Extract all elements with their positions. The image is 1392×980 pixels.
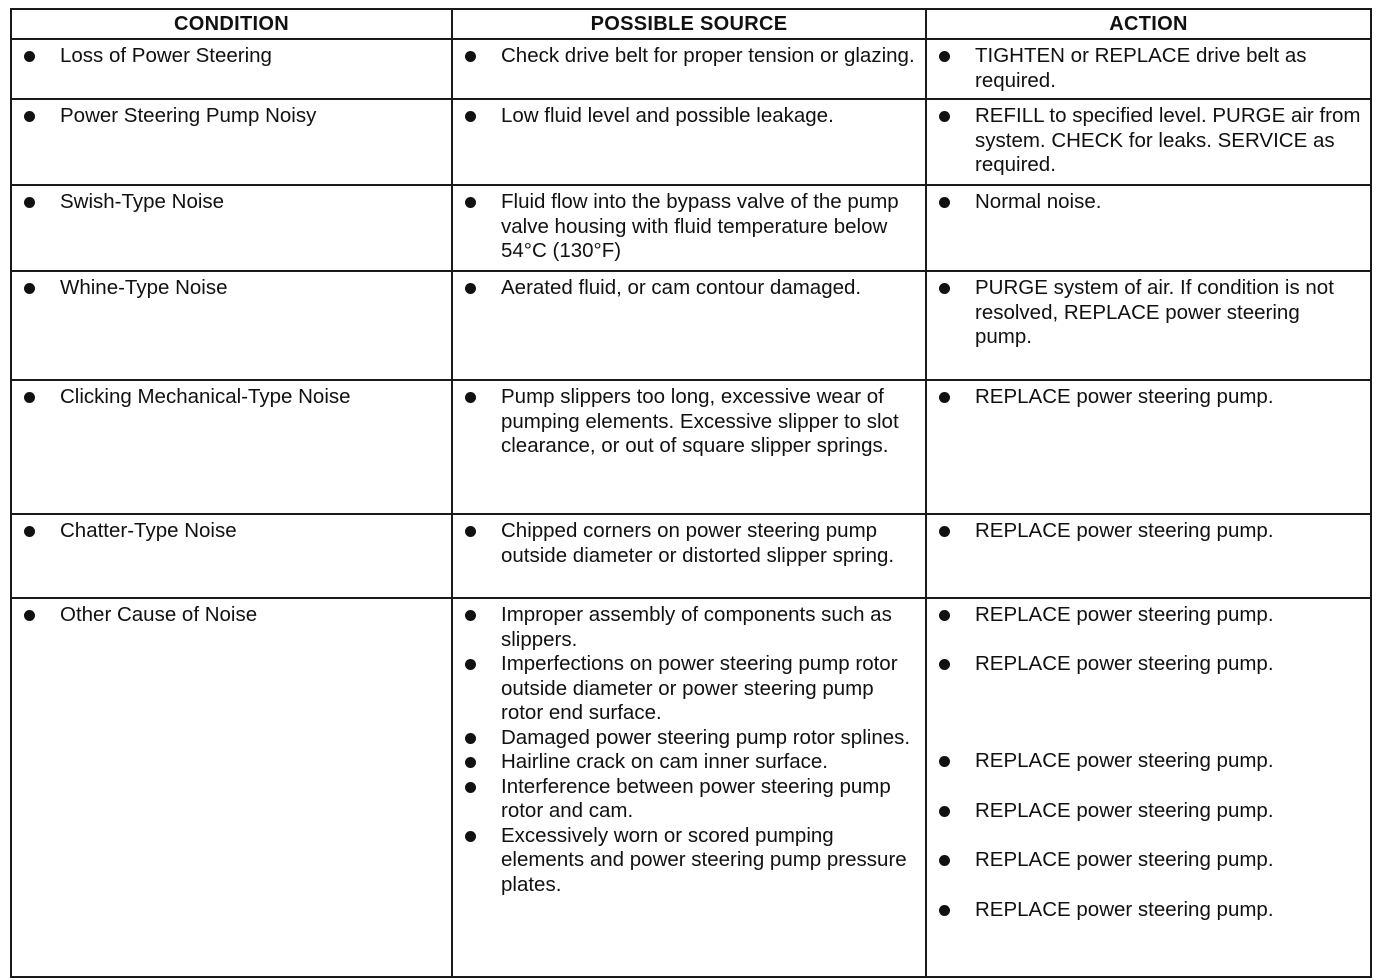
condition-text: Clicking Mechanical-Type Noise (60, 385, 351, 408)
action-text: REPLACE power steering pump. (975, 749, 1274, 772)
bullet-icon (465, 51, 476, 62)
list-item (22, 385, 443, 410)
action-cell (926, 39, 1371, 99)
action-text: REPLACE power steering pump. (975, 651, 1274, 675)
list-item (937, 749, 1362, 774)
source-text: Low fluid level and possible leakage. (501, 104, 834, 127)
header-condition: CONDITION (11, 9, 452, 39)
list-item (937, 190, 1362, 215)
bullet-icon (24, 111, 35, 122)
condition-cell (11, 39, 452, 99)
table-row (11, 514, 1371, 598)
condition-text: Power Steering Pump Noisy (60, 104, 317, 127)
source-text: Hairline crack on cam inner surface. (501, 750, 828, 773)
bullet-icon (24, 526, 35, 537)
list-item (937, 385, 1362, 410)
list-item (937, 519, 1362, 544)
list-item (463, 726, 917, 751)
bullet-icon (24, 392, 35, 403)
action-text: REFILL to specified level. PURGE air from system. CHECK for leaks. SERVICE as required. (975, 104, 1361, 176)
list-item (937, 799, 1362, 824)
action-text: Normal noise. (975, 190, 1102, 213)
condition-text: Whine-Type Noise (60, 276, 228, 299)
list-item (937, 44, 1362, 93)
list-item (463, 190, 917, 264)
condition-text: Other Cause of Noise (60, 603, 258, 626)
table-row (11, 380, 1371, 514)
diagnosis-table (10, 8, 1372, 978)
action-text: REPLACE power steering pump. (975, 519, 1274, 542)
condition-text: Loss of Power Steering (60, 44, 272, 67)
table-row (11, 271, 1371, 380)
source-text: Check drive belt for proper tension or glazing. (501, 44, 915, 67)
source-text: Damaged power steering pump rotor splines. (501, 725, 911, 749)
source-cell (452, 380, 926, 514)
action-cell (926, 185, 1371, 271)
bullet-icon (465, 757, 476, 768)
list-item (22, 190, 443, 215)
bullet-icon (939, 526, 950, 537)
source-text: Pump slippers too long, excessive wear of pumping elements. Excessive slipper to slot clearance, or out of square slipper springs. (501, 385, 899, 457)
bullet-icon (939, 283, 950, 294)
list-item (463, 652, 917, 726)
list-item (463, 775, 917, 824)
list-item (937, 848, 1362, 873)
action-cell (926, 271, 1371, 380)
table-row (11, 185, 1371, 271)
bullet-icon (939, 392, 950, 403)
list-item (22, 276, 443, 301)
condition-cell (11, 99, 452, 185)
list-item (937, 104, 1362, 178)
bullet-icon (939, 756, 950, 767)
bullet-icon (465, 659, 476, 670)
list-item (937, 603, 1362, 628)
bullet-icon (465, 197, 476, 208)
action-cell (926, 598, 1371, 977)
condition-cell (11, 380, 452, 514)
list-item (463, 603, 917, 652)
list-item (937, 276, 1362, 350)
source-cell (452, 39, 926, 99)
header-action: ACTION (926, 9, 1371, 39)
source-cell (452, 514, 926, 598)
list-item (463, 276, 917, 301)
bullet-icon (939, 806, 950, 817)
table-row (11, 99, 1371, 185)
list-item (22, 603, 443, 628)
list-item (463, 750, 917, 775)
source-text: Improper assembly of components such as slippers. (501, 603, 892, 651)
source-text: Imperfections on power steering pump rotor outside diameter or power steering pump rotor end surface. (501, 652, 898, 724)
action-text: REPLACE power steering pump. (975, 897, 1274, 921)
header-possible-source: POSSIBLE SOURCE (452, 9, 926, 39)
action-text: REPLACE power steering pump. (975, 798, 1274, 822)
bullet-icon (939, 905, 950, 916)
source-cell (452, 185, 926, 271)
bullet-icon (939, 610, 950, 621)
list-item (463, 824, 917, 898)
list-item (22, 519, 443, 544)
list-item (463, 44, 917, 69)
bullet-icon (465, 111, 476, 122)
source-text: Chipped corners on power steering pump outside diameter or distorted slipper spring. (501, 519, 895, 567)
action-text: PURGE system of air. If condition is not resolved, REPLACE power steering pump. (975, 276, 1334, 348)
list-item (463, 385, 917, 459)
condition-text: Chatter-Type Noise (60, 519, 237, 542)
condition-cell (11, 185, 452, 271)
list-item (463, 104, 917, 129)
bullet-icon (465, 782, 476, 793)
bullet-icon (465, 392, 476, 403)
action-text: REPLACE power steering pump. (975, 603, 1274, 626)
source-text: Aerated fluid, or cam contour damaged. (501, 276, 862, 299)
source-cell (452, 271, 926, 380)
list-item (22, 44, 443, 69)
action-cell (926, 514, 1371, 598)
action-cell (926, 99, 1371, 185)
source-text: Excessively worn or scored pumping elements and power steering pump pressure plates. (501, 823, 907, 896)
condition-cell (11, 271, 452, 380)
condition-cell (11, 598, 452, 977)
action-cell (926, 380, 1371, 514)
table-row (11, 598, 1371, 977)
bullet-icon (465, 733, 476, 744)
bullet-icon (24, 283, 35, 294)
bullet-icon (24, 197, 35, 208)
table-row (11, 39, 1371, 99)
bullet-icon (465, 831, 476, 842)
bullet-icon (939, 855, 950, 866)
condition-text: Swish-Type Noise (60, 190, 225, 213)
action-text: REPLACE power steering pump. (975, 848, 1274, 871)
action-text: REPLACE power steering pump. (975, 385, 1274, 408)
bullet-icon (465, 283, 476, 294)
source-cell (452, 598, 926, 977)
source-cell (452, 99, 926, 185)
bullet-icon (939, 659, 950, 670)
source-text: Interference between power steering pump rotor and cam. (501, 774, 891, 822)
bullet-icon (24, 610, 35, 621)
bullet-icon (939, 111, 950, 122)
condition-cell (11, 514, 452, 598)
list-item (463, 519, 917, 568)
bullet-icon (465, 610, 476, 621)
bullet-icon (939, 51, 950, 62)
bullet-icon (939, 197, 950, 208)
list-item (22, 104, 443, 129)
header-row (11, 9, 1371, 39)
list-item (937, 898, 1362, 923)
bullet-icon (465, 526, 476, 537)
source-text: Fluid flow into the bypass valve of the pump valve housing with fluid temperature below 54°C (130°F) (501, 190, 899, 262)
action-text: TIGHTEN or REPLACE drive belt as required. (975, 44, 1307, 92)
bullet-icon (24, 51, 35, 62)
list-item (937, 652, 1362, 677)
